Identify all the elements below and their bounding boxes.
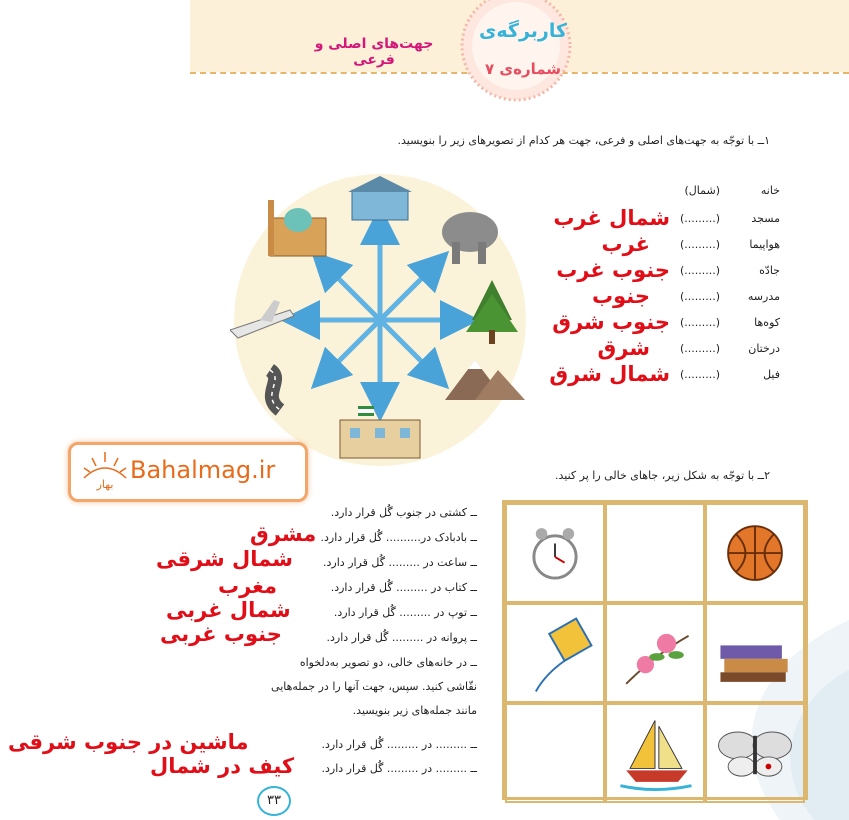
item-answer: جنوب شرق (552, 310, 670, 334)
item-label: هواپیما (749, 238, 780, 251)
picture-grid (502, 500, 808, 800)
fill-line: ــ ......... در ......... گُل قرار دارد. (321, 762, 477, 775)
fill-answer: کیف در شمال (150, 754, 295, 778)
sentence-line: ــ کتاب در ......... گُل قرار دارد. (330, 581, 477, 594)
instruction-line: مانند جمله‌های زیر بنویسید. (352, 704, 477, 717)
flower-icon (607, 605, 703, 701)
question-2-prompt: ۲ــ با توجّه به شکل زیر، جاهای خالی را پر کنید. (555, 469, 770, 482)
sailboat-icon (607, 705, 703, 801)
list-item (560, 180, 800, 204)
item-blank: (.........) (679, 316, 720, 329)
sentence-line: ــ ساعت در ......... گُل قرار دارد. (323, 556, 477, 569)
badge-number: شماره‌ی ۷ (484, 60, 562, 78)
list-item (560, 336, 800, 360)
sentence-line: ــ کشتی در جنوب گُل قرار دارد. (330, 506, 477, 519)
books-icon (707, 605, 803, 701)
sentence-answer: مغرب (218, 574, 278, 598)
item-blank: (.........) (679, 290, 720, 303)
grid-cell-clock (505, 503, 605, 603)
instruction-line: ــ در خانه‌های خالی، دو تصویر به‌دلخواه (299, 656, 477, 669)
question-1-prompt: ۱ــ با توجّه به جهت‌های اصلی و فرعی، جهت هر کدام از تصویرهای زیر را بنویسید. (397, 134, 770, 147)
grid-cell-flower (605, 603, 705, 703)
item-answer: جنوب غرب (556, 258, 670, 282)
sun-logo-icon (78, 448, 132, 492)
road-icon (270, 370, 280, 410)
direction-list (549, 180, 800, 390)
item-blank: (.........) (679, 342, 720, 355)
list-item (553, 206, 800, 230)
list-item (560, 284, 800, 308)
grid-cell-ship (605, 703, 705, 803)
sentence-line: ــ پروانه در ......... گُل قرار دارد. (326, 631, 477, 644)
list-item (556, 258, 800, 282)
instruction-line: نقّاشی کنید. سپس، جهت آنها را در جمله‌هایی (271, 680, 477, 693)
badge-title: کاربرگه‌ی (478, 20, 568, 42)
grid-cell-books (705, 603, 805, 703)
item-label: کوه‌ها (754, 316, 780, 329)
item-blank: (.........) (679, 238, 720, 251)
item-answer: شمال غرب (553, 206, 670, 230)
item-label: جادّه (759, 264, 780, 277)
sentence-answer: شمال شرقی (156, 547, 293, 571)
compass-illustration (230, 170, 530, 470)
item-blank: (.........) (679, 264, 720, 277)
item-label: مسجد (751, 212, 780, 225)
worksheet-badge (456, 0, 576, 104)
watermark-text: Bahalmag.ir (130, 456, 276, 484)
sentence-answer: جنوب غربی (160, 622, 282, 646)
item-label: درختان (748, 342, 780, 355)
sentence-answer: مشرق (250, 522, 317, 546)
fill-answer: ماشین در جنوب شرقی (8, 730, 249, 754)
item-label: فیل (763, 368, 780, 381)
logo-text: بهار (96, 478, 114, 491)
grid-cell-empty (605, 503, 705, 603)
sentence-line: ــ توپ در ......... گُل قرار دارد. (333, 606, 477, 619)
item-answer: شمال شرق (549, 362, 670, 386)
kite-icon (507, 605, 603, 701)
grid-cell-butterfly (705, 703, 805, 803)
fill-line: ــ ......... در ......... گُل قرار دارد. (321, 738, 477, 751)
list-item (552, 310, 800, 334)
grid-cell-empty (505, 703, 605, 803)
item-answer: غرب (601, 232, 650, 256)
grid-cell-ball (705, 503, 805, 603)
list-item (549, 362, 800, 386)
item-blank: (.........) (679, 212, 720, 225)
worksheet-topic: جهت‌های اصلی و فرعی (314, 36, 434, 68)
item-answer: شرق (597, 336, 650, 360)
grid-cell-kite (505, 603, 605, 703)
item-answer: جنوب (592, 284, 650, 308)
sentence-line: ــ بادبادک در.......... گُل قرار دارد. (320, 531, 477, 544)
basketball-icon (707, 505, 803, 601)
item-blank: (.........) (679, 368, 720, 381)
item-blank: (شمال) (684, 184, 720, 197)
page-number: ۳۳ (257, 786, 291, 816)
butterfly-icon (707, 705, 803, 801)
alarm-clock-icon (507, 505, 603, 601)
item-label: خانه (760, 184, 780, 197)
list-item (560, 232, 800, 256)
sentence-answer: شمال غربی (166, 598, 291, 622)
item-label: مدرسه (747, 290, 780, 303)
